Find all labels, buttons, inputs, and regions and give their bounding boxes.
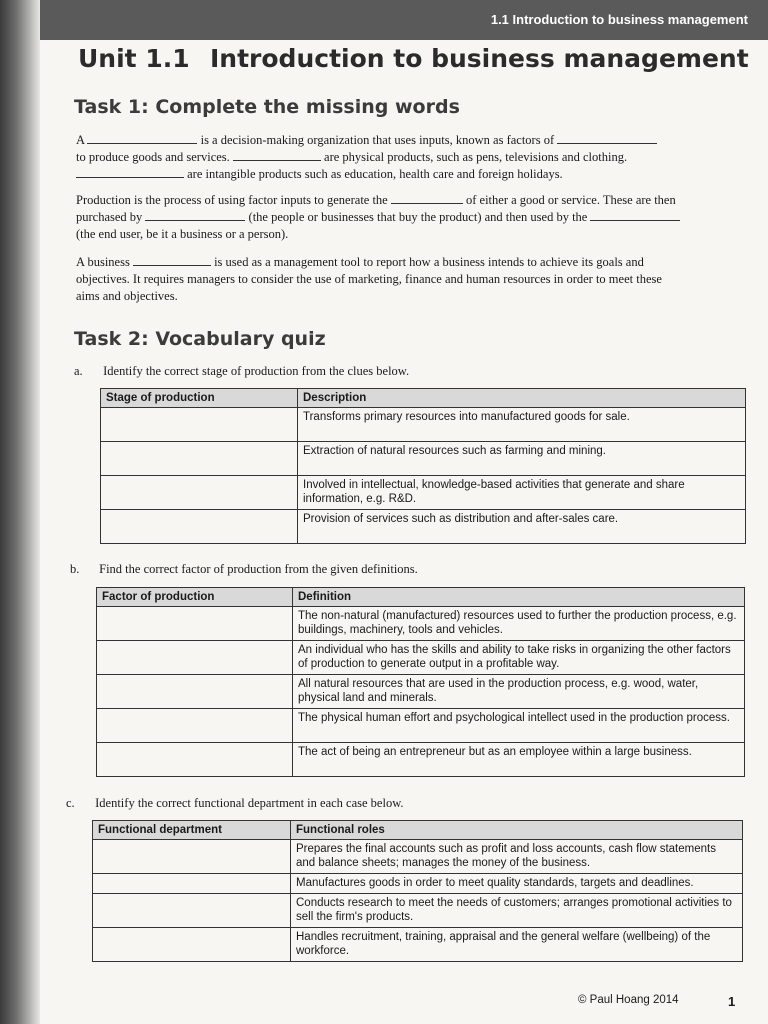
p2-text: Production is the process of using factor inputs to generate the: [76, 193, 388, 207]
answer-cell[interactable]: [93, 894, 291, 928]
fill-blank[interactable]: [233, 149, 321, 161]
p3-text: is used as a management tool to report how a business intends to achieve its goals and: [214, 255, 644, 269]
answer-cell[interactable]: [93, 874, 291, 894]
p3-text: A business: [76, 255, 130, 269]
p1-text: is a decision-making organization that uses inputs, known as factors of: [200, 133, 555, 147]
question-b: [70, 562, 418, 577]
column-header: Stage of production: [101, 389, 298, 408]
copyright: © Paul Hoang 2014: [578, 994, 679, 1006]
header-band: [40, 0, 768, 40]
role-cell: Handles recruitment, training, appraisal and the general welfare (wellbeing) of the workforce.: [291, 928, 743, 962]
role-cell: Conducts research to meet the needs of customers; arranges promotional activities to sell the firm's products.: [291, 894, 743, 928]
column-header: Functional roles: [291, 821, 743, 840]
answer-cell[interactable]: [97, 709, 293, 743]
p1-text: A: [76, 133, 85, 147]
page-number: 1: [728, 994, 736, 1009]
running-head: 1.1 Introduction to business management: [490, 12, 748, 27]
unit-name: Introduction to business management: [210, 44, 749, 73]
column-header: Factor of production: [97, 588, 293, 607]
answer-cell[interactable]: [93, 928, 291, 962]
factor-of-production-table: [96, 587, 745, 777]
question-prompt: Identify the correct functional department in each case below.: [95, 796, 404, 810]
p1-text: are physical products, such as pens, televisions and clothing.: [324, 150, 628, 164]
unit-title: [78, 44, 749, 73]
question-letter: b.: [70, 562, 80, 576]
fill-blank[interactable]: [87, 132, 197, 144]
definition-cell: All natural resources that are used in the production process, e.g. wood, water, physical land and minerals.: [293, 675, 745, 709]
p2-text: (the people or businesses that buy the product) and then used by the: [248, 210, 588, 224]
fill-blank[interactable]: [557, 132, 657, 144]
fill-blank[interactable]: [391, 192, 463, 204]
role-cell: Manufactures goods in order to meet quality standards, targets and deadlines.: [291, 874, 743, 894]
fill-blank[interactable]: [76, 166, 184, 178]
definition-cell: The physical human effort and psychological intellect used in the production process.: [293, 709, 745, 743]
answer-cell[interactable]: [93, 840, 291, 874]
description-cell: Provision of services such as distribution and after-sales care.: [298, 510, 746, 544]
answer-cell[interactable]: [101, 476, 298, 510]
fill-blank[interactable]: [590, 209, 680, 221]
functional-department-table: [92, 820, 743, 962]
definition-cell: The non-natural (manufactured) resources used to further the production process, e.g. buildings, machinery, tools and vehicles.: [293, 607, 745, 641]
p2-text: (the end user, be it a business or a person).: [76, 227, 289, 241]
column-header: Description: [298, 389, 746, 408]
answer-cell[interactable]: [101, 442, 298, 476]
question-letter: a.: [74, 364, 83, 378]
task1-paragraph-3: [76, 254, 740, 305]
definition-cell: An individual who has the skills and ability to take risks in organizing the other factors of production to generate output in a profitable way.: [293, 641, 745, 675]
fill-blank[interactable]: [133, 254, 211, 266]
task1-paragraph-2: [76, 192, 740, 243]
task1-paragraph-1: [76, 132, 740, 183]
book-gutter-shadow: [0, 0, 40, 1024]
answer-cell[interactable]: [97, 641, 293, 675]
answer-cell[interactable]: [97, 743, 293, 777]
p2-text: of either a good or service. These are then: [465, 193, 676, 207]
p2-text: purchased by: [76, 210, 143, 224]
p3-text: aims and objectives.: [76, 289, 178, 303]
definition-cell: The act of being an entrepreneur but as an employee within a large business.: [293, 743, 745, 777]
question-prompt: Find the correct factor of production from the given definitions.: [99, 562, 418, 576]
question-c: [66, 796, 404, 811]
description-cell: Transforms primary resources into manufactured goods for sale.: [298, 408, 746, 442]
role-cell: Prepares the final accounts such as profit and loss accounts, cash flow statements and balance sheets; manages the money of the business.: [291, 840, 743, 874]
description-cell: Involved in intellectual, knowledge-based activities that generate and share information, e.g. R&D.: [298, 476, 746, 510]
p1-text: to produce goods and services.: [76, 150, 230, 164]
unit-number: Unit 1.1: [78, 44, 190, 73]
task1-title: Task 1: Complete the missing words: [74, 96, 460, 118]
stage-of-production-table: [100, 388, 746, 544]
answer-cell[interactable]: [101, 510, 298, 544]
answer-cell[interactable]: [101, 408, 298, 442]
textbook-page: [40, 0, 768, 1024]
question-letter: c.: [66, 796, 75, 810]
p3-text: objectives. It requires managers to consider the use of marketing, finance and human resources in order to meet these: [76, 272, 662, 286]
question-prompt: Identify the correct stage of production from the clues below.: [103, 364, 410, 378]
p1-text: are intangible products such as education, health care and foreign holidays.: [187, 167, 563, 181]
fill-blank[interactable]: [145, 209, 245, 221]
task2-title: Task 2: Vocabulary quiz: [74, 328, 326, 350]
answer-cell[interactable]: [97, 607, 293, 641]
description-cell: Extraction of natural resources such as farming and mining.: [298, 442, 746, 476]
question-a: [74, 364, 409, 379]
column-header: Definition: [293, 588, 745, 607]
column-header: Functional department: [93, 821, 291, 840]
answer-cell[interactable]: [97, 675, 293, 709]
